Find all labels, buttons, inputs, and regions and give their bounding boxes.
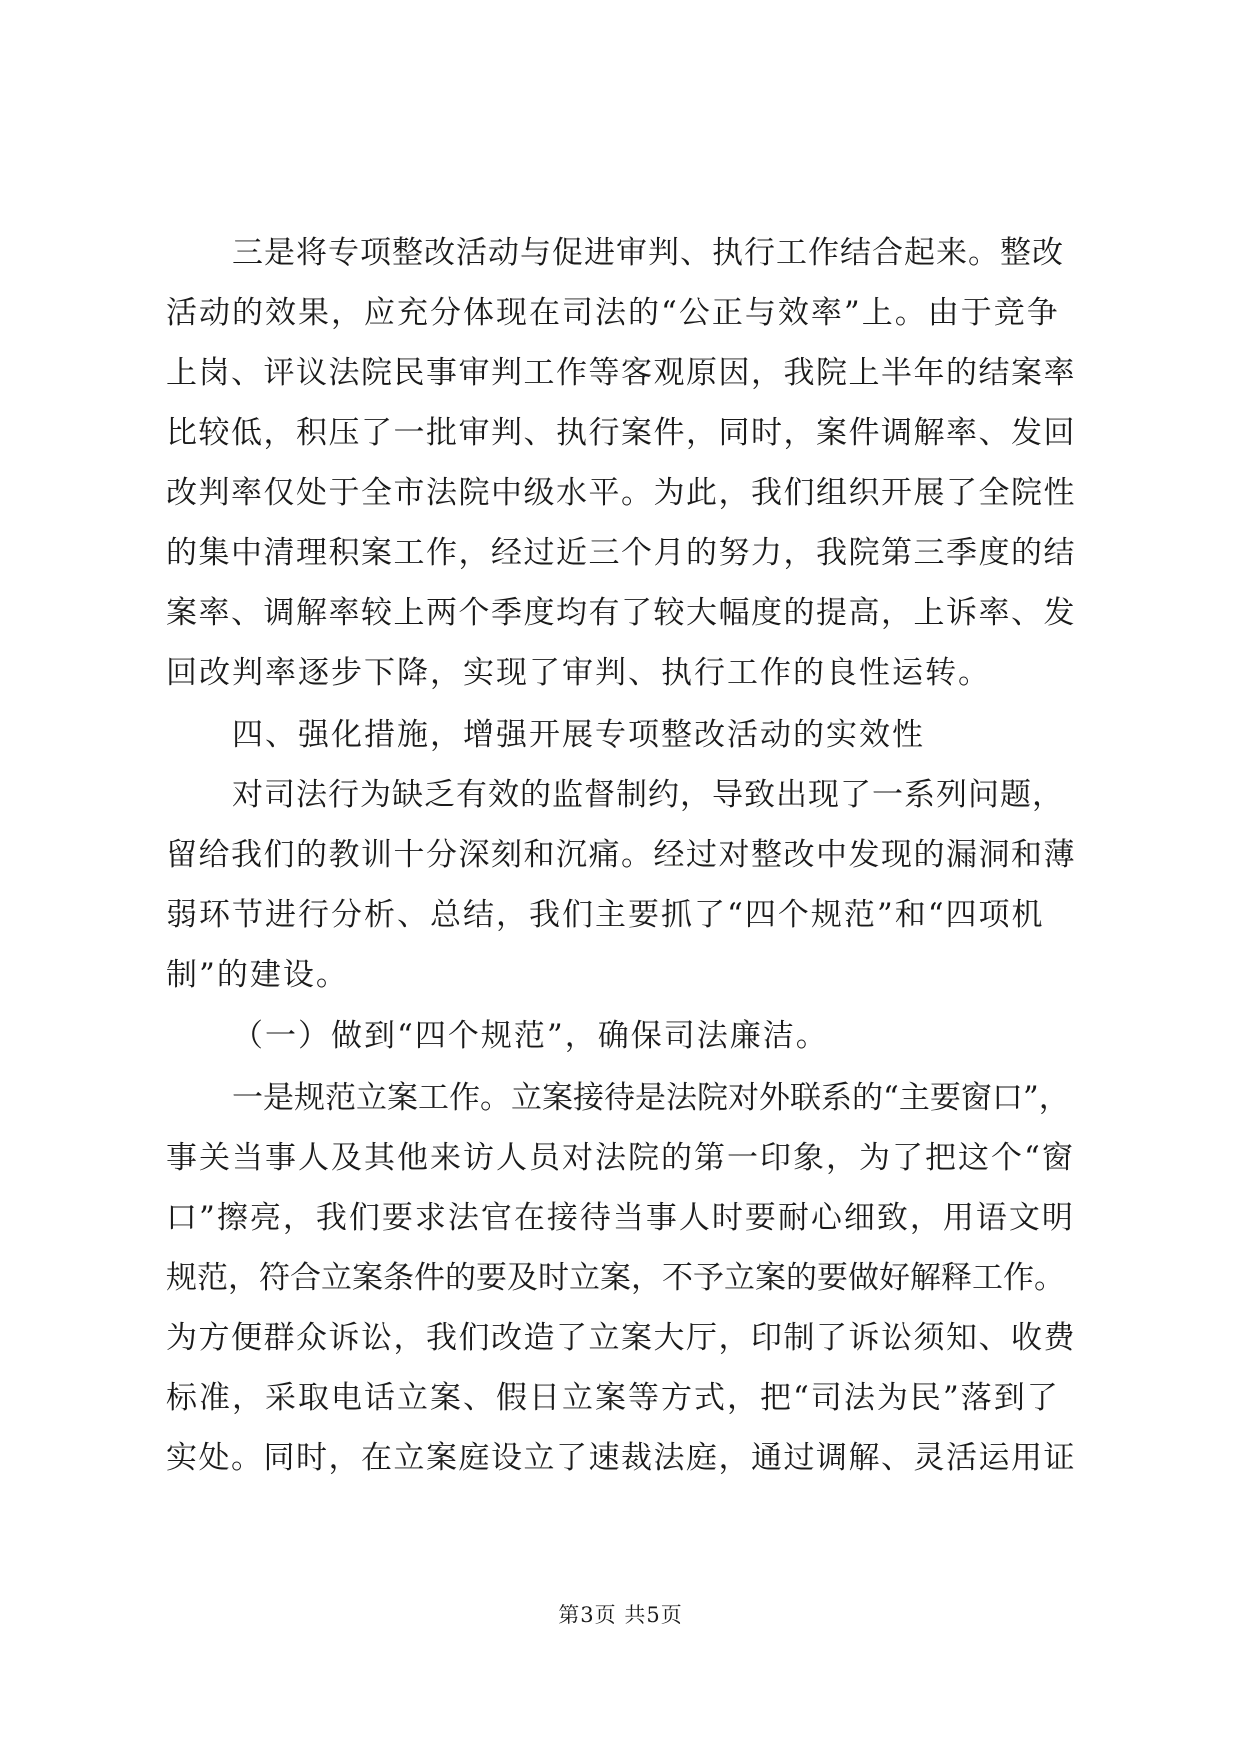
subsection-heading: （一）做到“四个规范”，确保司法廉洁。 [232,1018,829,1054]
paragraph-line: 的集中清理积案工作，经过近三个月的努力，我院第三季度的结 [166,535,1076,571]
paragraph-line: 事关当事人及其他来访人员对法院的第一印象，为了把这个“窗 [166,1140,1075,1176]
section-heading: 四、强化措施，增强开展专项整改活动的实效性 [232,717,925,753]
paragraph-line: 口”擦亮，我们要求法官在接待当事人时要耐心细致，用语文明 [166,1200,1075,1236]
paragraph-line: 上岗、评议法院民事审判工作等客观原因，我院上半年的结案率 [166,355,1076,391]
paragraph-line: 为方便群众诉讼，我们改造了立案大厅，印制了诉讼须知、收费 [166,1320,1076,1356]
paragraph-line: 比较低，积压了一批审判、执行案件，同时，案件调解率、发回 [166,415,1076,451]
paragraph-line: 案率、调解率较上两个季度均有了较大幅度的提高，上诉率、发 [166,595,1076,631]
paragraph-line: 标准，采取电话立案、假日立案等方式，把“司法为民”落到了 [166,1380,1060,1416]
paragraph-line: 活动的效果，应充分体现在司法的“公正与效率”上。由于竞争 [166,295,1060,331]
paragraph-line: 规范，符合立案条件的要及时立案，不予立案的要做好解释工作。 [166,1260,1065,1296]
paragraph-line: 弱环节进行分析、总结，我们主要抓了“四个规范”和“四项机 [166,897,1045,933]
paragraph-line: 三是将专项整改活动与促进审判、执行工作结合起来。整改 [232,235,1064,271]
paragraph-line: 实处。同时，在立案庭设立了速裁法庭，通过调解、灵活运用证 [166,1440,1076,1476]
paragraph-line: 改判率仅处于全市法院中级水平。为此，我们组织开展了全院性 [166,475,1076,511]
paragraph-line: 一是规范立案工作。立案接待是法院对外联系的“主要窗口”， [232,1080,1070,1116]
paragraph-line: 回改判率逐步下降，实现了审判、执行工作的良性运转。 [166,655,991,691]
page-footer: 第3页 共5页 [558,1603,683,1627]
paragraph-line: 留给我们的教训十分深刻和沉痛。经过对整改中发现的漏洞和薄 [166,837,1076,873]
paragraph-line: 对司法行为缺乏有效的监督制约，导致出现了一系列问题， [232,777,1064,813]
paragraph-line: 制”的建设。 [166,957,349,993]
